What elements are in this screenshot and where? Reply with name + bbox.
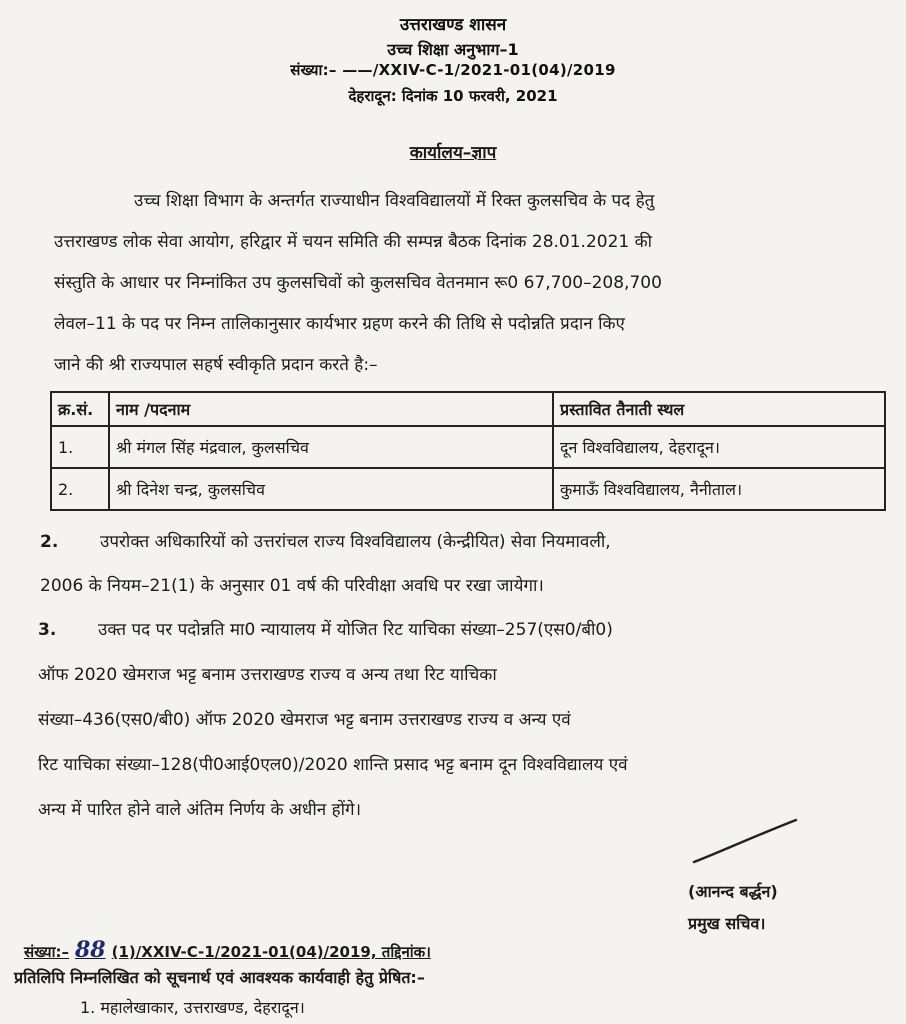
document-title: कार्यालय–ज्ञाप bbox=[409, 143, 497, 163]
paragraph-1-line: उच्च शिक्षा विभाग के अन्तर्गत राज्याधीन विश्वविद्यालयों में रिक्त कुलसचिव के पद हेतु bbox=[134, 191, 655, 211]
paragraph-1-line: उत्तराखण्ड लोक सेवा आयोग, हरिद्वार में चयन समिति की सम्पन्न बैठक दिनांक 28.01.2021 की bbox=[54, 232, 653, 252]
table-header-row bbox=[51, 392, 885, 426]
promotion-table bbox=[50, 391, 886, 511]
paragraph-1-line: लेवल–11 के पद पर निम्न तालिकानुसार कार्यभार ग्रहण करने की तिथि से पदोन्नति प्रदान किए bbox=[54, 314, 625, 334]
copy-recipient-item: 1. महालेखाकार, उत्तराखण्ड, देहरादून। bbox=[80, 998, 305, 1017]
table-row bbox=[51, 468, 885, 510]
paragraph-number: 3. bbox=[38, 620, 57, 640]
column-header-name: नाम /पदनाम bbox=[109, 392, 553, 426]
paragraph-2-line bbox=[40, 533, 900, 577]
column-header-posting: प्रस्तावित तैनाती स्थल bbox=[553, 392, 885, 426]
cell-posting: कुमाऊँ विश्वविद्यालय, नैनीताल। bbox=[553, 468, 885, 510]
paragraph-1-line: संस्तुति के आधार पर निम्नांकित उप कुलसचिवों को कुलसचिव वेतनमान रू0 67,700–208,700 bbox=[54, 273, 662, 293]
copy-reference-handwritten-number: 88 bbox=[75, 937, 106, 963]
section-header: उच्च शिक्षा अनुभाग–1 bbox=[387, 40, 519, 59]
copy-reference bbox=[24, 937, 431, 963]
cell-name: श्री दिनेश चन्द्र, कुलसचिव bbox=[109, 468, 553, 510]
handwritten-signature bbox=[690, 818, 800, 868]
government-header: उत्तराखण्ड शासन bbox=[399, 15, 507, 35]
paragraph-3 bbox=[38, 621, 902, 846]
paragraph-3-line bbox=[38, 621, 902, 666]
paragraph-2 bbox=[40, 533, 900, 621]
paragraph-2-line: 2006 के नियम–21(1) के अनुसार 01 वर्ष की परिवीक्षा अवधि पर रखा जायेगा। bbox=[40, 576, 544, 596]
cell-serial: 2. bbox=[51, 468, 109, 510]
paragraph-3-line: अन्य में पारित होने वाले अंतिम निर्णय के अधीन होंगे। bbox=[38, 800, 362, 820]
column-header-serial: क्र.सं. bbox=[51, 392, 109, 426]
reference-number: संख्या:– ——/XXIV-C-1/2021-01(04)/2019 bbox=[290, 61, 616, 79]
copy-reference-suffix: (1)/XXIV-C-1/2021-01(04)/2019, तद्दिनांक। bbox=[111, 943, 431, 961]
paragraph-3-line: रिट याचिका संख्या–128(पी0आई0एल0)/2020 शान्ति प्रसाद भट्ट बनाम दून विश्वविद्यालय एवं bbox=[38, 755, 628, 775]
paragraph-number: 2. bbox=[40, 532, 59, 552]
paragraph-3-line: ऑफ 2020 खेमराज भट्ट बनाम उत्तराखण्ड राज्य व अन्य तथा रिट याचिका bbox=[38, 665, 497, 685]
paragraph-2-text: उपरोक्त अधिकारियों को उत्तरांचल राज्य विश्वविद्यालय (केन्द्रीयित) सेवा नियमावली, bbox=[100, 532, 611, 552]
copy-reference-prefix: संख्या:– bbox=[24, 943, 69, 961]
signatory-designation: प्रमुख सचिव। bbox=[688, 914, 766, 933]
place-date: देहरादून: दिनांक 10 फरवरी, 2021 bbox=[348, 87, 558, 105]
paragraph-1-line: जाने की श्री राज्यपाल सहर्ष स्वीकृति प्रदान करते है:– bbox=[54, 355, 378, 375]
signatory-name: (आनन्द बर्द्धन) bbox=[688, 882, 778, 901]
table-row bbox=[51, 426, 885, 468]
cell-posting: दून विश्वविद्यालय, देहरादून। bbox=[553, 426, 885, 468]
cell-name: श्री मंगल सिंह मंद्रवाल, कुलसचिव bbox=[109, 426, 553, 468]
paragraph-1 bbox=[54, 192, 886, 397]
paragraph-3-text: उक्त पद पर पदोन्नति मा0 न्यायालय में योजित रिट याचिका संख्या–257(एस0/बी0) bbox=[98, 620, 613, 640]
cell-serial: 1. bbox=[51, 426, 109, 468]
copy-forward-note: प्रतिलिपि निम्नलिखित को सूचनार्थ एवं आवश्यक कार्यवाही हेतु प्रेषित:– bbox=[14, 968, 425, 987]
paragraph-3-line: संख्या–436(एस0/बी0) ऑफ 2020 खेमराज भट्ट बनाम उत्तराखण्ड राज्य व अन्य एवं bbox=[38, 710, 571, 730]
